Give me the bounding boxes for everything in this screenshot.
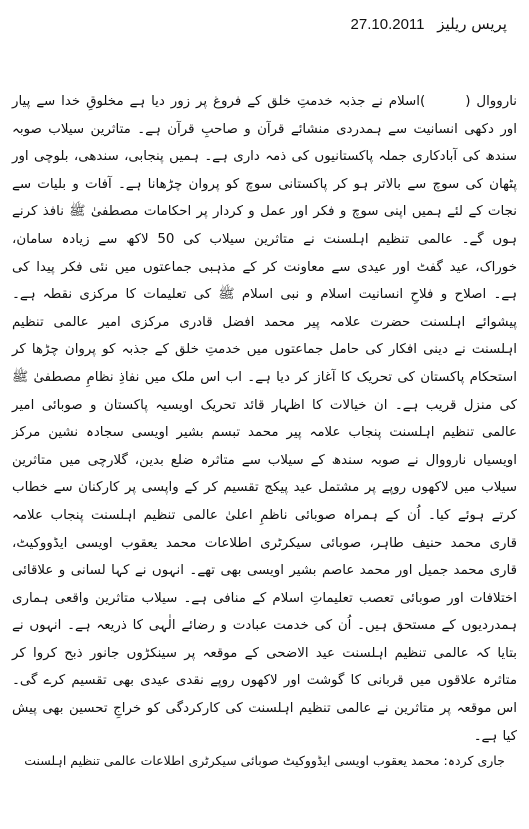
dateline: نارووال (: [465, 94, 518, 109]
issued-by-signature: جاری کردہ: محمد یعقوب اویسی ایڈووکیٹ صوبائی سیکرٹری اطلاعات عالمی تنظیم اہلسنت: [24, 753, 505, 768]
document-header: [351, 14, 507, 35]
release-date: 27.10.2011: [350, 16, 425, 33]
press-release-body: [12, 88, 517, 750]
press-release-label: پریس ریلیز: [437, 15, 507, 33]
body-paragraph: )اسلام نے جذبہ خدمتِ خلق کے فروغ پر زور دیا ہے مخلوقِ خدا سے پیار اور دکھی انسانیت سے ہمدردی منشائے قرآن و صاحبِ قرآن ہے۔ متاثرین سیلاب صوبہ سندھ کی آبادکاری جملہ پاکستانیوں کی ذمہ داری ہے۔ ہمیں پنجابی، سندھی، بلوچی اور پٹھان کی سوچ سے بالاتر ہو کر پاکستانی سوچ کو پروان چڑھانا ہے۔ آفات و بلیات سے نجات کے لئے ہمیں اپنی سوچ و فکر اور عمل و کردار پر احکامات مصطفیٰ ﷺ نافذ کرنے ہوں گے۔ عالمی تنظیم اہلسنت نے متاثرین سیلاب کی 50 لاکھ سے زیادہ سامان، خوراک، عید گفٹ اور عیدی سے معاونت کر کے مذہبی جماعتوں میں نئی فکر پیدا کی ہے۔ اصلاح و فلاحِ انسانیت اسلام و نبی اسلام ﷺ کی تعلیمات کا مرکزی نقطہ ہے۔ پیشوائے اہلسنت حضرت علامہ پیر محمد افضل قادری مرکزی امیر عالمی تنظیم اہلسنت نے دینی افکار کی حامل جماعتوں میں خدمتِ خلق کے جذبہ کو پروان چڑھا کر استحکام پاکستان کی تحریک کا آغاز کر دیا ہے۔ اب اس ملک میں نفاذِ نظامِ مصطفیٰ ﷺ کی منزل قریب ہے۔ ان خیالات کا اظہار قائد تحریک اویسیہ پاکستان و صوبائی امیر عالمی تنظیم اہلسنت پنجاب علامہ پیر محمد تبسم بشیر اویسی سجادہ نشین مرکز اویسیاں نارووال نے صوبہ سندھ کے سیلاب سے متاثرہ ضلع بدین، گلارچی میں متاثرین سیلاب میں لاکھوں روپے پر مشتمل عید پیکج تقسیم کر کے واپسی پر کارکنان سے خطاب کرتے ہوئے کیا۔ اُن کے ہمراہ صوبائی ناظمِ اعلیٰ عالمی تنظیم اہلسنت پنجاب علامہ قاری محمد حنیف طاہر، صوبائی سیکرٹری اطلاعات محمد یعقوب اویسی ایڈووکیٹ، قاری محمد جمیل اور محمد عاصم بشیر اویسی بھی تھے۔ انہوں نے کہا لسانی و علاقائی اختلافات اور صوبائی تعصب تعلیماتِ اسلام کے منافی ہے۔ سیلاب متاثرین واقعی ہماری ہمدردیوں کے مستحق ہیں۔ اُن کی خدمت عبادت و رضائے الٰہی کا ذریعہ ہے۔ انہوں نے بتایا کہ عالمی تنظیم اہلسنت عید الاضحی کے موقعہ پر سینکڑوں جانور ذبح کروا کر متاثرہ علاقوں میں قربانی کا گوشت اور لاکھوں روپے نقدی عیدی بھی تقسیم کرے گی۔ اس موقعہ پر متاثرین نے عالمی تنظیم اہلسنت کی کارکردگی کو خراجِ تحسین بھی پیش کیا ہے۔: [12, 94, 517, 744]
